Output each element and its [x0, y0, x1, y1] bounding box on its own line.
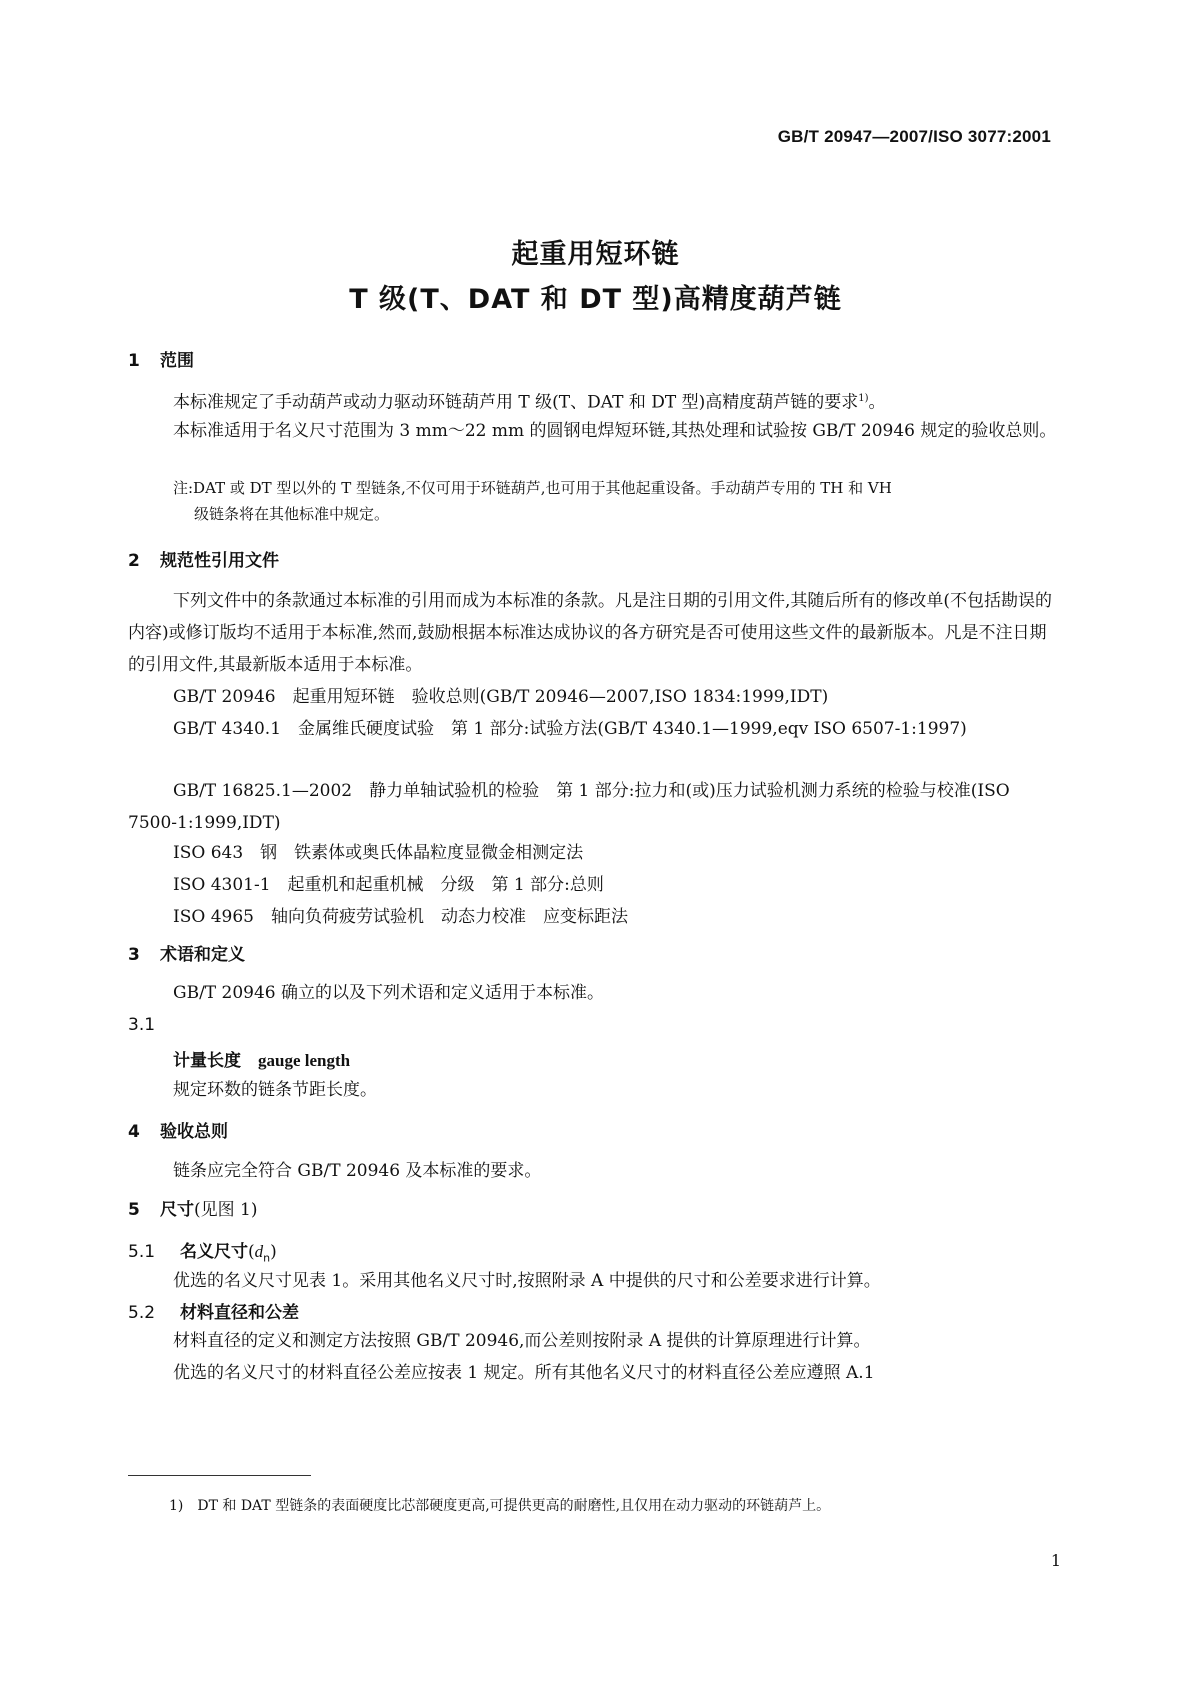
section-3-heading: [128, 940, 245, 965]
section-title: 尺寸: [160, 1200, 194, 1220]
term-entry: [173, 1046, 1062, 1071]
section-number: 3: [128, 945, 140, 965]
section-number: 5: [128, 1200, 140, 1220]
subsection-title: 名义尺寸: [180, 1242, 248, 1262]
term-english: gauge length: [258, 1051, 351, 1070]
symbol-subscript: n: [263, 1251, 271, 1265]
section-4-heading: [128, 1117, 228, 1142]
document-subtitle: T 级(T、DAT 和 DT 型)高精度葫芦链: [349, 284, 842, 315]
reference-item: ISO 643 钢 铁素体或奥氏体晶粒度显微金相测定法: [173, 843, 584, 863]
section-title: 术语和定义: [160, 945, 245, 965]
paragraph-text: 本标准规定了手动葫芦或动力驱动环链葫芦用 T 级(T、DAT 和 DT 型)高精度葫芦链的要求: [173, 392, 859, 413]
subsection-number: 5.1: [128, 1242, 156, 1262]
references-intro: 下列文件中的条款通过本标准的引用而成为本标准的条款。凡是注日期的引用文件,其随后所有的修改单(不包括勘误的内容)或修订版均不适用于本标准,然而,鼓励根据本标准达成协议的各方研究是否可使用这些文件的最新版本。凡是不注日期的引用文件,其最新版本适用于本标准。: [128, 591, 1053, 675]
section-title: 验收总则: [160, 1122, 228, 1142]
section-5-heading: [128, 1195, 257, 1220]
scope-note: [173, 475, 1062, 527]
subsection-5-2-heading: [128, 1298, 299, 1323]
paragraph-end: 。: [868, 392, 886, 413]
term-chinese: 计量长度: [173, 1051, 241, 1071]
scope-paragraph-1: [128, 383, 1062, 419]
terms-intro: GB/T 20946 确立的以及下列术语和定义适用于本标准。: [173, 983, 605, 1003]
reference-item: ISO 4301-1 起重机和起重机械 分级 第 1 部分:总则: [173, 875, 604, 895]
footnote-ref: 1): [858, 393, 869, 404]
reference-item: GB/T 20946 起重用短环链 验收总则(GB/T 20946—2007,ISO 1834:1999,IDT): [173, 687, 829, 707]
subsection-number: 3.1: [128, 1015, 156, 1035]
term-definition: 规定环数的链条节距长度。: [173, 1080, 377, 1100]
section-title-suffix: (见图 1): [194, 1200, 258, 1220]
section-2-heading: [128, 546, 279, 571]
section-number: 1: [128, 351, 140, 371]
symbol-open: (: [248, 1242, 255, 1262]
acceptance-paragraph: 链条应完全符合 GB/T 20946 及本标准的要求。: [173, 1161, 542, 1181]
reference-item: GB/T 16825.1—2002 静力单轴试验机的检验 第 1 部分:拉力和(或)压力试验机测力系统的检验与校准(ISO 7500-1:1999,IDT): [128, 781, 1010, 833]
note-line-2: 级链条将在其他标准中规定。: [194, 505, 390, 523]
note-line-1: 注:DAT 或 DT 型以外的 T 型链条,不仅可用于环链葫芦,也可用于其他起重设备。手动葫芦专用的 TH 和 VH: [173, 479, 892, 497]
material-diameter-paragraph-2: 优选的名义尺寸的材料直径公差应按表 1 规定。所有其他名义尺寸的材料直径公差应遵照 A.1: [173, 1363, 875, 1383]
section-title: 范围: [160, 351, 194, 371]
scope-paragraph-2: 本标准适用于名义尺寸范围为 3 mm～22 mm 的圆钢电焊短环链,其热处理和试验按 GB/T 20946 规定的验收总则。: [173, 421, 1057, 441]
subsection-title: 材料直径和公差: [180, 1303, 299, 1323]
section-number: 4: [128, 1122, 140, 1142]
section-number: 2: [128, 551, 140, 571]
material-diameter-paragraph-1: 材料直径的定义和测定方法按照 GB/T 20946,而公差则按附录 A 提供的计算原理进行计算。: [173, 1331, 871, 1351]
reference-item: ISO 4965 轴向负荷疲劳试验机 动态力校准 应变标距法: [173, 907, 628, 927]
symbol: d: [254, 1242, 264, 1261]
footnote: 1) DT 和 DAT 型链条的表面硬度比芯部硬度更高,可提供更高的耐磨性,且仅用在动力驱动的环链葫芦上。: [169, 1498, 831, 1514]
section-title: 规范性引用文件: [160, 551, 279, 571]
subsection-number: 5.2: [128, 1303, 156, 1323]
standard-number: GB/T 20947—2007/ISO 3077:2001: [777, 127, 1051, 146]
symbol-close: ): [270, 1242, 277, 1262]
subsection-5-1-heading: [128, 1237, 277, 1264]
footnote-separator: [128, 1475, 311, 1476]
nominal-size-paragraph: 优选的名义尺寸见表 1。采用其他名义尺寸时,按照附录 A 中提供的尺寸和公差要求进行计算。: [173, 1271, 881, 1291]
section-1-heading: [128, 346, 194, 371]
page-number: 1: [1050, 1551, 1061, 1570]
reference-item: GB/T 4340.1 金属维氏硬度试验 第 1 部分:试验方法(GB/T 4340.1—1999,eqv ISO 6507-1:1997): [173, 719, 967, 739]
document-title: 起重用短环链: [511, 239, 680, 270]
